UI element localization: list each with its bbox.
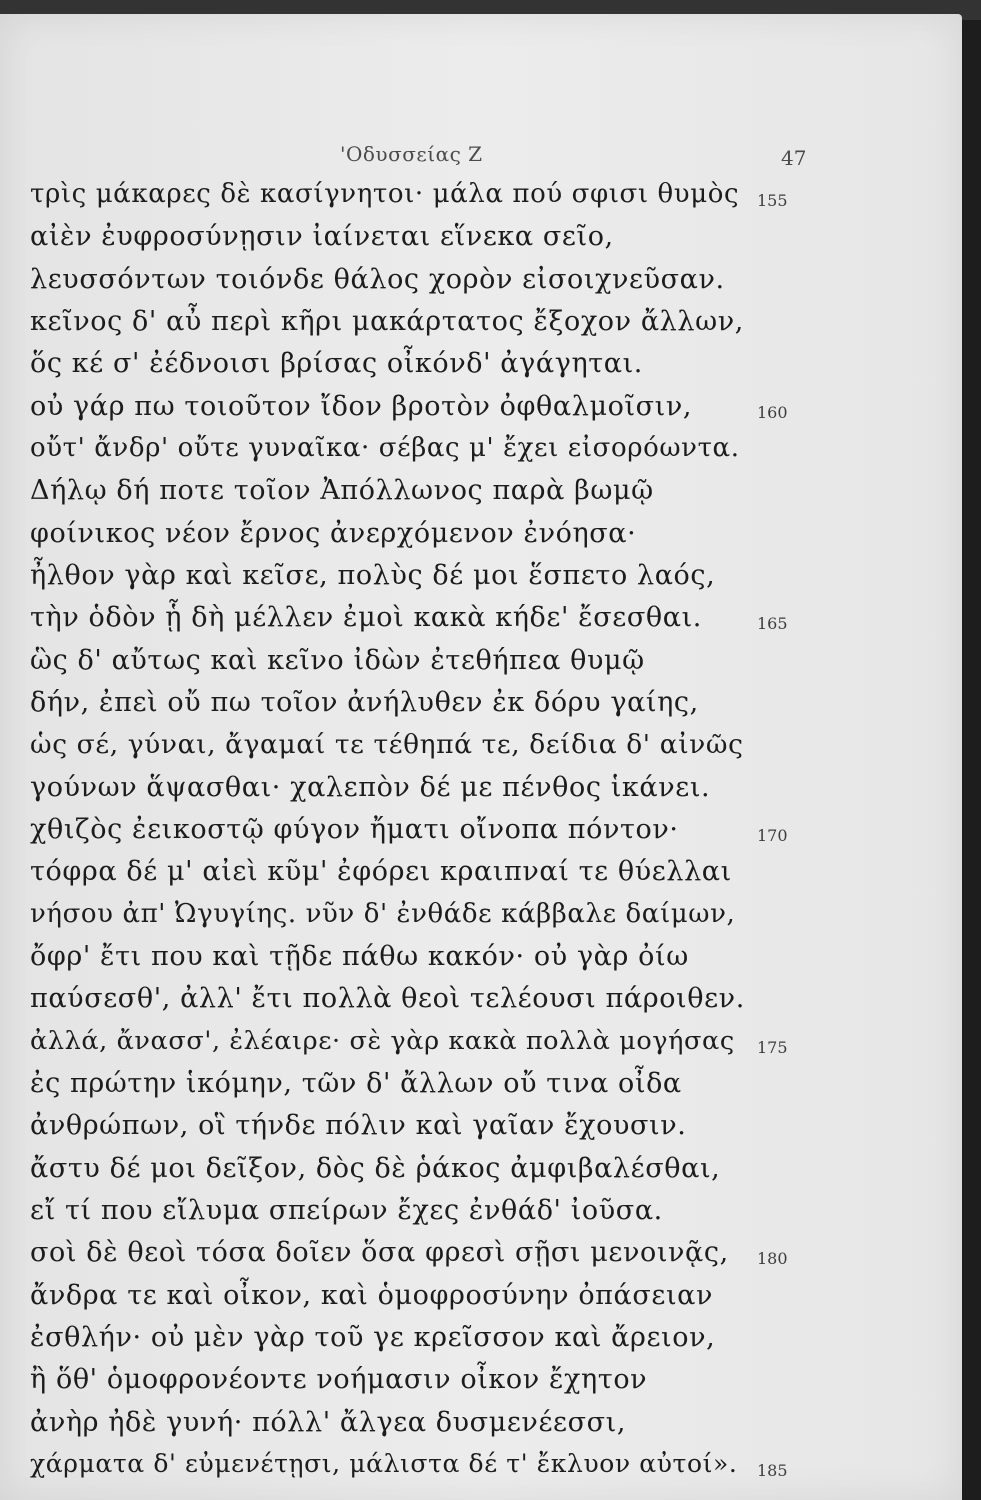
verse-line: Δήλῳ δή ποτε τοῖον Ἀπόλλωνος παρὰ βωμῷ: [30, 475, 654, 507]
verse-line: τρὶς μάκαρες δὲ κασίγνητοι· μάλα πού σφισι θυμὸς: [30, 179, 740, 209]
line-number: 185: [757, 1461, 788, 1480]
verse-line: ὡς σέ, γύναι, ἄγαμαί τε τέθηπά τε, δείδια δ' αἰνῶς: [30, 729, 744, 761]
verse-line: λευσσόντων τοιόνδε θάλος χορὸν εἰσοιχνεῦσαν.: [30, 263, 725, 295]
page-number: 47: [781, 146, 807, 170]
verse-line: κεῖνος δ' αὖ περὶ κῆρι μακάρτατος ἔξοχον ἄλλων,: [30, 306, 744, 337]
verse-line: αἰὲν ἐυφροσύνῃσιν ἰαίνεται εἵνεκα σεῖο,: [30, 221, 614, 253]
verse-line: δήν, ἐπεὶ οὔ πω τοῖον ἀνήλυθεν ἐκ δόρυ γαίης,: [30, 687, 699, 718]
verse-line: ἐς πρώτην ἱκόμην, τῶν δ' ἄλλων οὔ τινα οἶδα: [30, 1068, 682, 1099]
line-number: 175: [757, 1037, 788, 1057]
verse-line: χθιζὸς ἐεικοστῷ φύγον ἤματι οἴνοπα πόντον·: [30, 814, 679, 845]
running-head: 'Οδυσσείας Ζ: [340, 142, 483, 166]
verse-line: σοὶ δὲ θεοὶ τόσα δοῖεν ὅσα φρεσὶ σῇσι μενοινᾷς,: [30, 1237, 729, 1269]
verse-line: τόφρα δέ μ' αἰεὶ κῦμ' ἐφόρει κραιπναί τε θύελλαι: [30, 856, 732, 888]
verse-line: τὴν ὁδὸν ᾗ δὴ μέλλεν ἐμοὶ κακὰ κήδε' ἔσεσθαι.: [30, 602, 702, 634]
book-page: [0, 14, 962, 1500]
verse-line: οὐ γάρ πω τοιοῦτον ἴδον βροτὸν ὀφθαλμοῖσιν,: [30, 390, 693, 422]
verse-line: ὣς δ' αὔτως καὶ κεῖνο ἰδὼν ἐτεθήπεα θυμῷ: [30, 644, 645, 676]
line-number: 180: [757, 1249, 788, 1269]
line-number: 160: [757, 402, 788, 422]
verse-line: ἦλθον γὰρ καὶ κεῖσε, πολὺς δέ μοι ἕσπετο λαός,: [30, 560, 716, 591]
line-number: 155: [757, 191, 788, 210]
verse-line: ἐσθλήν· οὐ μὲν γὰρ τοῦ γε κρεῖσσον καὶ ἄρειον,: [30, 1322, 716, 1353]
verse-line: ἄστυ δέ μοι δεῖξον, δὸς δὲ ῥάκος ἀμφιβαλέσθαι,: [30, 1152, 721, 1184]
verse-line: γούνων ἅψασθαι· χαλεπὸν δέ με πένθος ἱκάνει.: [30, 771, 711, 803]
verse-line: παύσεσθ', ἀλλ' ἔτι πολλὰ θεοὶ τελέουσι πάροιθεν.: [30, 983, 745, 1015]
verse-line: ἀνὴρ ἠδὲ γυνή· πόλλ' ἄλγεα δυσμενέεσσι,: [30, 1406, 627, 1438]
verse-line: φοίνικος νέον ἔρνος ἀνερχόμενον ἐνόησα·: [30, 517, 637, 549]
verse-line: ἀνθρώπων, οἳ τήνδε πόλιν καὶ γαῖαν ἔχουσιν.: [30, 1110, 687, 1142]
verse-text: [0, 14, 962, 1500]
verse-line: νήσου ἀπ' Ὠγυγίης. νῦν δ' ἐνθάδε κάββαλε δαίμων,: [30, 898, 736, 929]
verse-line: οὔτ' ἄνδρ' οὔτε γυναῖκα· σέβας μ' ἔχει εἰσορόωντα.: [30, 433, 740, 463]
page-edge: [962, 20, 981, 1500]
verse-line: ἀλλά, ἄνασσ', ἐλέαιρε· σὲ γὰρ κακὰ πολλὰ μογήσας: [30, 1025, 735, 1056]
verse-line: εἴ τί που εἴλυμα σπείρων ἔχες ἐνθάδ' ἰοῦσα.: [30, 1195, 663, 1226]
verse-line: χάρματα δ' εὐμενέτῃσι, μάλιστα δέ τ' ἔκλυον αὐτοί».: [30, 1449, 738, 1478]
verse-line: ἢ ὅθ' ὁμοφρονέοντε νοήμασιν οἶκον ἔχητον: [30, 1364, 648, 1396]
verse-line: ἄνδρα τε καὶ οἶκον, καὶ ὁμοφροσύνην ὀπάσειαν: [30, 1279, 714, 1311]
verse-line: ὅς κέ σ' ἐέδνοισι βρίσας οἶκόνδ' ἀγάγηται.: [30, 348, 643, 380]
verse-line: ὄφρ' ἔτι που καὶ τῇδε πάθω κακόν· οὐ γὰρ ὀίω: [30, 941, 689, 972]
line-number: 165: [757, 614, 788, 634]
line-number: 170: [757, 826, 788, 845]
